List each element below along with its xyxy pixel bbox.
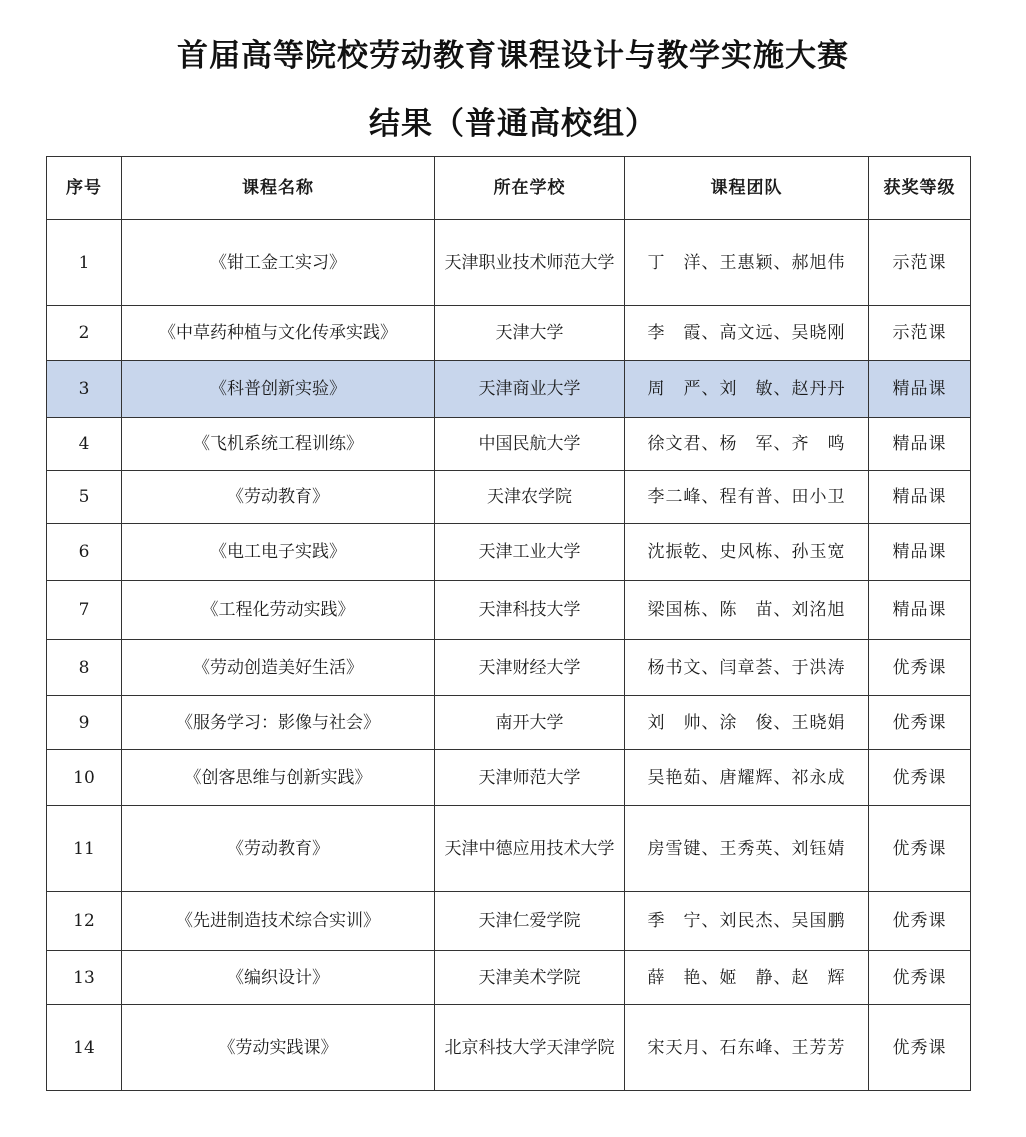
table-row bbox=[47, 806, 971, 892]
row-school: 天津仁爱学院 bbox=[435, 892, 625, 951]
row-award: 示范课 bbox=[869, 306, 971, 361]
row-index: 13 bbox=[47, 951, 122, 1005]
row-index: 10 bbox=[47, 750, 122, 806]
row-course: 《中草药种植与文化传承实践》 bbox=[122, 306, 435, 361]
row-index: 2 bbox=[47, 306, 122, 361]
row-award: 优秀课 bbox=[869, 892, 971, 951]
row-team: 杨书文、闫章荟、于洪涛 bbox=[625, 640, 869, 696]
row-index: 14 bbox=[47, 1005, 122, 1091]
row-course: 《服务学习：影像与社会》 bbox=[122, 696, 435, 750]
row-course: 《创客思维与创新实践》 bbox=[122, 750, 435, 806]
row-index: 1 bbox=[47, 220, 122, 306]
row-course: 《劳动教育》 bbox=[122, 471, 435, 524]
row-award: 精品课 bbox=[869, 418, 971, 471]
header-index: 序号 bbox=[47, 157, 122, 220]
row-course: 《劳动教育》 bbox=[122, 806, 435, 892]
table-header bbox=[47, 157, 971, 220]
row-index: 4 bbox=[47, 418, 122, 471]
row-school: 北京科技大学天津学院 bbox=[435, 1005, 625, 1091]
row-school: 天津财经大学 bbox=[435, 640, 625, 696]
row-award: 精品课 bbox=[869, 581, 971, 640]
row-award: 精品课 bbox=[869, 471, 971, 524]
row-index: 11 bbox=[47, 806, 122, 892]
row-course: 《先进制造技术综合实训》 bbox=[122, 892, 435, 951]
table-row bbox=[47, 951, 971, 1005]
row-award: 优秀课 bbox=[869, 806, 971, 892]
row-school: 中国民航大学 bbox=[435, 418, 625, 471]
table-row bbox=[47, 524, 971, 581]
row-index: 12 bbox=[47, 892, 122, 951]
row-school: 天津美术学院 bbox=[435, 951, 625, 1005]
row-index: 7 bbox=[47, 581, 122, 640]
row-team: 李二峰、程有普、田小卫 bbox=[625, 471, 869, 524]
table-row bbox=[47, 471, 971, 524]
header-school: 所在学校 bbox=[435, 157, 625, 220]
row-team: 李 霞、高文远、吴晓刚 bbox=[625, 306, 869, 361]
row-team: 周 严、刘 敏、赵丹丹 bbox=[625, 361, 869, 418]
table-row-highlighted bbox=[47, 361, 971, 418]
row-team: 徐文君、杨 军、齐 鸣 bbox=[625, 418, 869, 471]
header-team: 课程团队 bbox=[625, 157, 869, 220]
row-award: 优秀课 bbox=[869, 696, 971, 750]
row-team: 房雪键、王秀英、刘钰婧 bbox=[625, 806, 869, 892]
page-title: 首届高等院校劳动教育课程设计与教学实施大赛 bbox=[177, 38, 849, 74]
row-team: 季 宁、刘民杰、吴国鹏 bbox=[625, 892, 869, 951]
table-row bbox=[47, 696, 971, 750]
row-course: 《劳动实践课》 bbox=[122, 1005, 435, 1091]
row-course: 《飞机系统工程训练》 bbox=[122, 418, 435, 471]
row-school: 天津工业大学 bbox=[435, 524, 625, 581]
table-row bbox=[47, 418, 971, 471]
row-index: 8 bbox=[47, 640, 122, 696]
header-course: 课程名称 bbox=[122, 157, 435, 220]
table-row bbox=[47, 220, 971, 306]
row-team: 吴艳茹、唐耀辉、祁永成 bbox=[625, 750, 869, 806]
table-row bbox=[47, 750, 971, 806]
row-index: 5 bbox=[47, 471, 122, 524]
row-team: 沈振乾、史风栋、孙玉宽 bbox=[625, 524, 869, 581]
row-index: 9 bbox=[47, 696, 122, 750]
row-team: 薛 艳、姬 静、赵 辉 bbox=[625, 951, 869, 1005]
row-school: 天津大学 bbox=[435, 306, 625, 361]
row-course: 《工程化劳动实践》 bbox=[122, 581, 435, 640]
row-school: 天津农学院 bbox=[435, 471, 625, 524]
header-award: 获奖等级 bbox=[869, 157, 971, 220]
row-course: 《科普创新实验》 bbox=[122, 361, 435, 418]
row-school: 天津职业技术师范大学 bbox=[435, 220, 625, 306]
row-course: 《编织设计》 bbox=[122, 951, 435, 1005]
table-body bbox=[47, 220, 971, 1091]
table-row bbox=[47, 306, 971, 361]
table-row bbox=[47, 581, 971, 640]
row-award: 优秀课 bbox=[869, 640, 971, 696]
row-team: 刘 帅、涂 俊、王晓娟 bbox=[625, 696, 869, 750]
row-award: 优秀课 bbox=[869, 1005, 971, 1091]
row-award: 优秀课 bbox=[869, 750, 971, 806]
row-index: 3 bbox=[47, 361, 122, 418]
row-school: 天津科技大学 bbox=[435, 581, 625, 640]
row-team: 宋天月、石东峰、王芳芳 bbox=[625, 1005, 869, 1091]
row-school: 天津商业大学 bbox=[435, 361, 625, 418]
row-course: 《劳动创造美好生活》 bbox=[122, 640, 435, 696]
row-school: 天津中德应用技术大学 bbox=[435, 806, 625, 892]
row-course: 《电工电子实践》 bbox=[122, 524, 435, 581]
row-award: 精品课 bbox=[869, 524, 971, 581]
table-row bbox=[47, 1005, 971, 1091]
row-course: 《钳工金工实习》 bbox=[122, 220, 435, 306]
row-team: 丁 洋、王惠颖、郝旭伟 bbox=[625, 220, 869, 306]
row-school: 南开大学 bbox=[435, 696, 625, 750]
row-index: 6 bbox=[47, 524, 122, 581]
table-row bbox=[47, 640, 971, 696]
page-subtitle: 结果（普通高校组） bbox=[369, 106, 657, 142]
row-award: 示范课 bbox=[869, 220, 971, 306]
header-row bbox=[47, 157, 971, 220]
row-school: 天津师范大学 bbox=[435, 750, 625, 806]
table-row bbox=[47, 892, 971, 951]
row-award: 优秀课 bbox=[869, 951, 971, 1005]
row-team: 梁国栋、陈 苗、刘洺旭 bbox=[625, 581, 869, 640]
row-award: 精品课 bbox=[869, 361, 971, 418]
results-table bbox=[46, 156, 971, 1091]
